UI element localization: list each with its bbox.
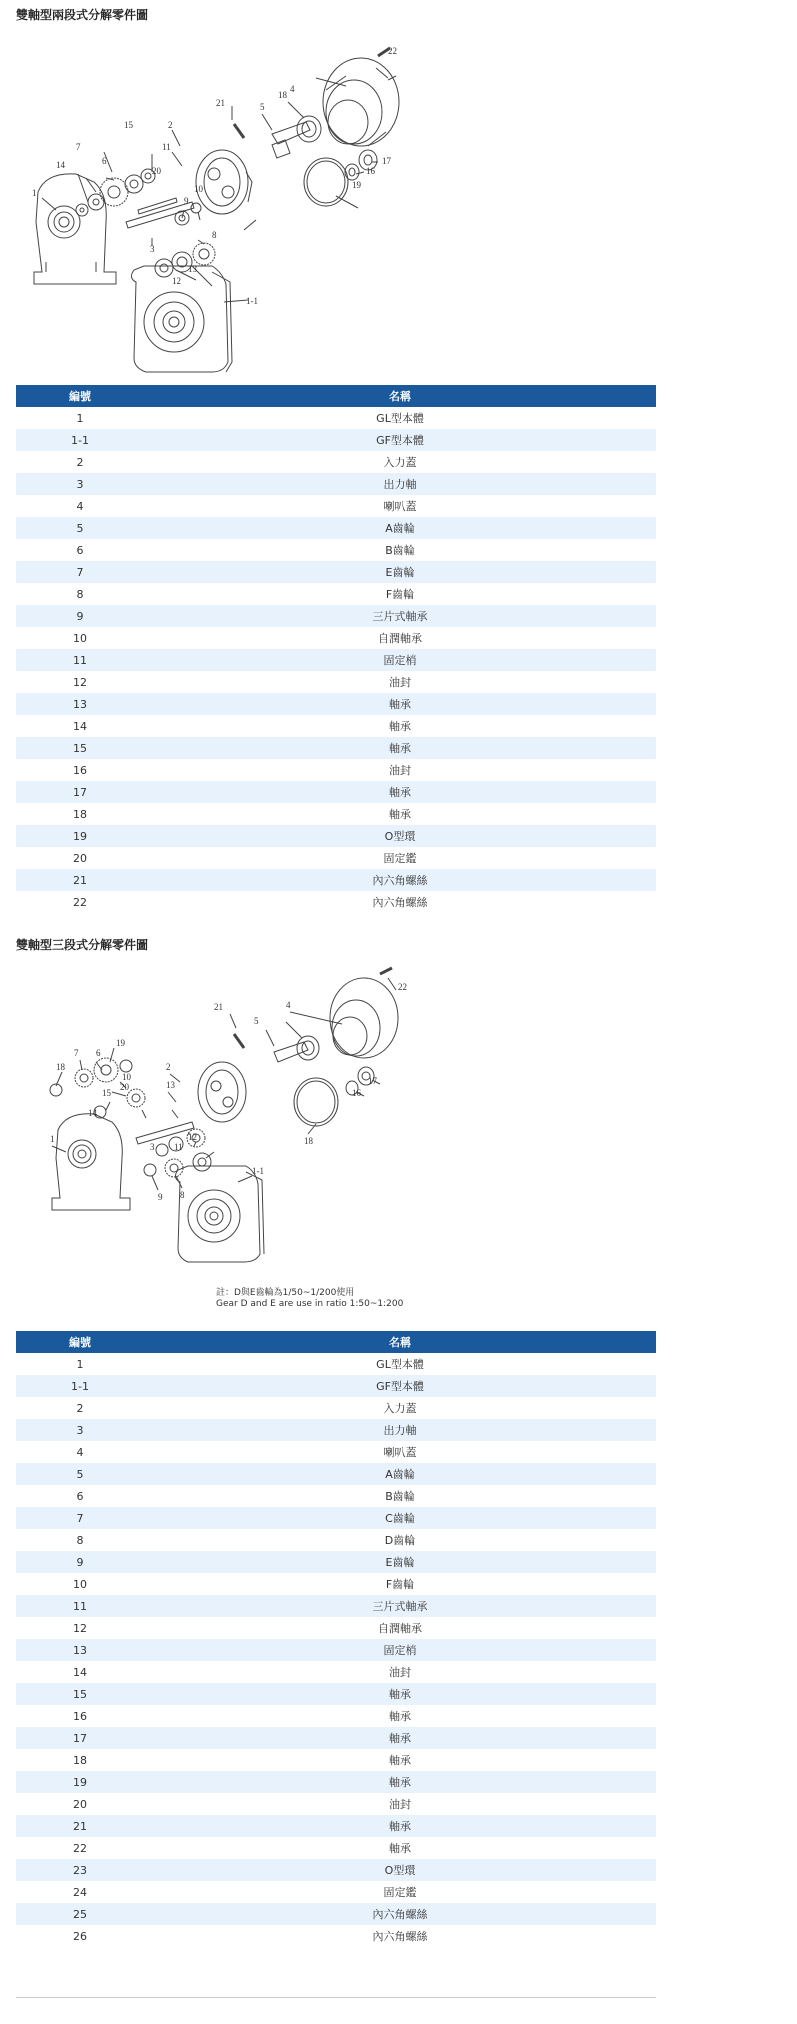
table-header-row — [16, 1331, 656, 1353]
part-name-cell: 軸承 — [144, 1727, 656, 1749]
part-number-cell: 7 — [16, 561, 144, 583]
section2-title: 雙軸型三段式分解零件圖 — [16, 938, 149, 952]
table-row — [16, 583, 656, 605]
table-header-row — [16, 385, 656, 407]
svg-text:18: 18 — [278, 90, 287, 100]
part-number-cell: 16 — [16, 759, 144, 781]
part-number-cell: 17 — [16, 781, 144, 803]
part-number-cell: 6 — [16, 1485, 144, 1507]
svg-text:6: 6 — [102, 156, 107, 166]
part-number-cell: 5 — [16, 1463, 144, 1485]
note-line-en: Gear D and E are use in ratio 1:50~1:200 — [216, 1299, 404, 1309]
part-name-cell: O型環 — [144, 1859, 656, 1881]
part-number-cell: 1 — [16, 1353, 144, 1375]
part-name-cell: 軸承 — [144, 803, 656, 825]
part-name-cell: 自潤軸承 — [144, 627, 656, 649]
part-name-cell: D齒輪 — [144, 1529, 656, 1551]
part-name-cell: 軸承 — [144, 715, 656, 737]
part-number-cell: 14 — [16, 1661, 144, 1683]
part-number-cell: 2 — [16, 451, 144, 473]
table-row — [16, 1661, 656, 1683]
part-number-cell: 14 — [16, 715, 144, 737]
part-name-cell: 內六角螺絲 — [144, 891, 656, 913]
part-name-cell: 油封 — [144, 1661, 656, 1683]
part-name-cell: GF型本體 — [144, 429, 656, 451]
part-number-cell: 11 — [16, 1595, 144, 1617]
svg-text:13: 13 — [166, 1080, 175, 1090]
svg-text:13: 13 — [188, 264, 197, 274]
part-number-cell: 12 — [16, 1617, 144, 1639]
svg-text:19: 19 — [352, 180, 361, 190]
svg-text:9: 9 — [158, 1192, 163, 1202]
svg-text:16: 16 — [366, 166, 375, 176]
part-number-cell: 8 — [16, 1529, 144, 1551]
section2-exploded-diagram — [16, 962, 416, 1282]
table-row — [16, 1837, 656, 1859]
part-name-cell: 軸承 — [144, 781, 656, 803]
part-number-cell: 7 — [16, 1507, 144, 1529]
part-name-cell: 出力軸 — [144, 1419, 656, 1441]
part-name-cell: GL型本體 — [144, 407, 656, 429]
part-name-cell: F齒輪 — [144, 583, 656, 605]
part-name-cell: 三片式軸承 — [144, 605, 656, 627]
table-row — [16, 1375, 656, 1397]
part-name-cell: 內六角螺絲 — [144, 869, 656, 891]
part-number-cell: 22 — [16, 891, 144, 913]
table-row — [16, 473, 656, 495]
svg-text:3: 3 — [150, 1142, 155, 1152]
svg-text:1-1: 1-1 — [252, 1166, 264, 1176]
part-number-cell: 22 — [16, 1837, 144, 1859]
part-number-cell: 15 — [16, 1683, 144, 1705]
part-name-cell: 油封 — [144, 1793, 656, 1815]
table-row — [16, 847, 656, 869]
section2-callouts — [50, 982, 407, 1202]
svg-text:22: 22 — [398, 982, 407, 992]
svg-text:20: 20 — [120, 1082, 129, 1092]
part-number-cell: 24 — [16, 1881, 144, 1903]
table-row — [16, 1903, 656, 1925]
table-row — [16, 1925, 656, 1947]
part-name-cell: 軸承 — [144, 1837, 656, 1859]
part-name-cell: 軸承 — [144, 1683, 656, 1705]
part-name-cell: 軸承 — [144, 1749, 656, 1771]
table-row — [16, 869, 656, 891]
table-row — [16, 759, 656, 781]
table-row — [16, 605, 656, 627]
part-name-cell: 軸承 — [144, 1815, 656, 1837]
part-number-cell: 5 — [16, 517, 144, 539]
section1-title: 雙軸型兩段式分解零件圖 — [16, 8, 149, 22]
part-name-cell: 三片式軸承 — [144, 1595, 656, 1617]
part-number-cell: 17 — [16, 1727, 144, 1749]
table-row — [16, 1353, 656, 1375]
svg-text:7: 7 — [74, 1048, 79, 1058]
part-number-cell: 10 — [16, 627, 144, 649]
table-row — [16, 1705, 656, 1727]
part-number-cell: 12 — [16, 671, 144, 693]
part-number-cell: 9 — [16, 1551, 144, 1573]
part-number-cell: 21 — [16, 1815, 144, 1837]
table-row — [16, 1771, 656, 1793]
part-number-cell: 3 — [16, 473, 144, 495]
svg-text:5: 5 — [260, 102, 265, 112]
table-row — [16, 671, 656, 693]
part-number-cell: 1 — [16, 407, 144, 429]
svg-text:15: 15 — [102, 1088, 111, 1098]
section2-parts-table — [16, 1331, 656, 1947]
table-row — [16, 451, 656, 473]
table-row — [16, 1727, 656, 1749]
part-number-cell: 10 — [16, 1573, 144, 1595]
part-name-cell: 油封 — [144, 759, 656, 781]
part-name-cell: 內六角螺絲 — [144, 1925, 656, 1947]
svg-text:21: 21 — [216, 98, 225, 108]
svg-text:17: 17 — [382, 156, 391, 166]
part-name-cell: GF型本體 — [144, 1375, 656, 1397]
part-name-cell: 入力蓋 — [144, 451, 656, 473]
svg-text:16: 16 — [352, 1088, 361, 1098]
svg-text:8: 8 — [212, 230, 217, 240]
section2-note — [216, 1288, 403, 1310]
part-number-cell: 9 — [16, 605, 144, 627]
part-number-cell: 13 — [16, 693, 144, 715]
part-name-cell: E齒輪 — [144, 1551, 656, 1573]
part-name-cell: 內六角螺絲 — [144, 1903, 656, 1925]
table-row — [16, 781, 656, 803]
part-number-cell: 11 — [16, 649, 144, 671]
part-name-cell: 自潤軸承 — [144, 1617, 656, 1639]
svg-text:4: 4 — [290, 84, 295, 94]
part-name-cell: E齒輪 — [144, 561, 656, 583]
part-name-cell: B齒輪 — [144, 1485, 656, 1507]
section1-diagram-svg — [16, 22, 416, 382]
part-number-cell: 19 — [16, 825, 144, 847]
svg-text:4: 4 — [286, 1000, 291, 1010]
table-row — [16, 495, 656, 517]
svg-text:19: 19 — [116, 1038, 125, 1048]
part-name-cell: 油封 — [144, 671, 656, 693]
table-row — [16, 429, 656, 451]
section1-exploded-diagram — [16, 22, 416, 382]
table-row — [16, 891, 656, 913]
bottom-divider — [16, 1997, 656, 1998]
svg-text:15: 15 — [124, 120, 133, 130]
table-row — [16, 825, 656, 847]
column-header-no: 編號 — [16, 1331, 144, 1353]
table-row — [16, 1551, 656, 1573]
part-name-cell: 固定鑑 — [144, 1881, 656, 1903]
table-row — [16, 693, 656, 715]
svg-text:3: 3 — [150, 244, 155, 254]
part-name-cell: 軸承 — [144, 693, 656, 715]
svg-text:1: 1 — [32, 188, 37, 198]
svg-text:9: 9 — [184, 196, 189, 206]
part-name-cell: 喇叭蓋 — [144, 495, 656, 517]
part-name-cell: 固定梢 — [144, 649, 656, 671]
part-number-cell: 18 — [16, 1749, 144, 1771]
table-row — [16, 649, 656, 671]
svg-text:18: 18 — [304, 1136, 313, 1146]
svg-text:14: 14 — [56, 160, 65, 170]
part-number-cell: 19 — [16, 1771, 144, 1793]
svg-text:18: 18 — [56, 1062, 65, 1072]
part-name-cell: 軸承 — [144, 1771, 656, 1793]
table-row — [16, 1881, 656, 1903]
part-number-cell: 20 — [16, 1793, 144, 1815]
table-row — [16, 539, 656, 561]
part-name-cell: 固定鑑 — [144, 847, 656, 869]
table-row — [16, 627, 656, 649]
part-number-cell: 25 — [16, 1903, 144, 1925]
table-row — [16, 1529, 656, 1551]
part-name-cell: C齒輪 — [144, 1507, 656, 1529]
table-row — [16, 407, 656, 429]
svg-text:20: 20 — [152, 166, 161, 176]
table-row — [16, 1485, 656, 1507]
svg-text:5: 5 — [254, 1016, 259, 1026]
table-row — [16, 1815, 656, 1837]
part-number-cell: 6 — [16, 539, 144, 561]
table-row — [16, 1595, 656, 1617]
table-row — [16, 1397, 656, 1419]
part-number-cell: 26 — [16, 1925, 144, 1947]
part-name-cell: A齒輪 — [144, 1463, 656, 1485]
part-name-cell: O型環 — [144, 825, 656, 847]
part-name-cell: 固定梢 — [144, 1639, 656, 1661]
column-header-name: 名稱 — [144, 385, 656, 407]
part-number-cell: 2 — [16, 1397, 144, 1419]
svg-text:12: 12 — [172, 276, 181, 286]
note-line-zh: 註：D與E齒輪為1/50~1/200使用 — [216, 1288, 355, 1298]
part-name-cell: A齒輪 — [144, 517, 656, 539]
part-name-cell: 軸承 — [144, 737, 656, 759]
table-row — [16, 1793, 656, 1815]
table-row — [16, 737, 656, 759]
part-number-cell: 13 — [16, 1639, 144, 1661]
part-number-cell: 3 — [16, 1419, 144, 1441]
part-name-cell: GL型本體 — [144, 1353, 656, 1375]
svg-text:17: 17 — [368, 1076, 377, 1086]
table-row — [16, 1441, 656, 1463]
svg-text:6: 6 — [96, 1048, 101, 1058]
svg-text:11: 11 — [162, 142, 171, 152]
part-name-cell: F齒輪 — [144, 1573, 656, 1595]
part-name-cell: 出力軸 — [144, 473, 656, 495]
svg-text:2: 2 — [168, 120, 173, 130]
part-number-cell: 1-1 — [16, 429, 144, 451]
part-number-cell: 4 — [16, 495, 144, 517]
table-row — [16, 1507, 656, 1529]
table-row — [16, 1573, 656, 1595]
part-number-cell: 23 — [16, 1859, 144, 1881]
part-number-cell: 21 — [16, 869, 144, 891]
table-row — [16, 803, 656, 825]
table-row — [16, 715, 656, 737]
part-name-cell: 喇叭蓋 — [144, 1441, 656, 1463]
part-number-cell: 16 — [16, 1705, 144, 1727]
part-name-cell: B齒輪 — [144, 539, 656, 561]
part-number-cell: 20 — [16, 847, 144, 869]
svg-text:21: 21 — [214, 1002, 223, 1012]
table-row — [16, 1859, 656, 1881]
svg-text:7: 7 — [76, 142, 81, 152]
table-row — [16, 1683, 656, 1705]
table-row — [16, 517, 656, 539]
svg-text:12: 12 — [188, 1132, 197, 1142]
section2-diagram-svg — [16, 962, 416, 1282]
table-row — [16, 1639, 656, 1661]
table-row — [16, 1463, 656, 1485]
table-row — [16, 1419, 656, 1441]
part-number-cell: 1-1 — [16, 1375, 144, 1397]
table-row — [16, 1617, 656, 1639]
table-row — [16, 1749, 656, 1771]
svg-text:14: 14 — [88, 1108, 97, 1118]
column-header-no: 編號 — [16, 385, 144, 407]
part-name-cell: 入力蓋 — [144, 1397, 656, 1419]
svg-text:1-1: 1-1 — [246, 296, 258, 306]
table-row — [16, 561, 656, 583]
part-number-cell: 18 — [16, 803, 144, 825]
column-header-name: 名稱 — [144, 1331, 656, 1353]
part-number-cell: 15 — [16, 737, 144, 759]
svg-text:8: 8 — [180, 1190, 185, 1200]
part-number-cell: 4 — [16, 1441, 144, 1463]
svg-text:22: 22 — [388, 46, 397, 56]
part-number-cell: 8 — [16, 583, 144, 605]
section1-parts-table — [16, 385, 656, 913]
svg-text:2: 2 — [166, 1062, 171, 1072]
svg-text:11: 11 — [174, 1142, 183, 1152]
svg-text:10: 10 — [194, 184, 203, 194]
svg-text:1: 1 — [50, 1134, 55, 1144]
part-name-cell: 軸承 — [144, 1705, 656, 1727]
svg-text:10: 10 — [122, 1072, 131, 1082]
